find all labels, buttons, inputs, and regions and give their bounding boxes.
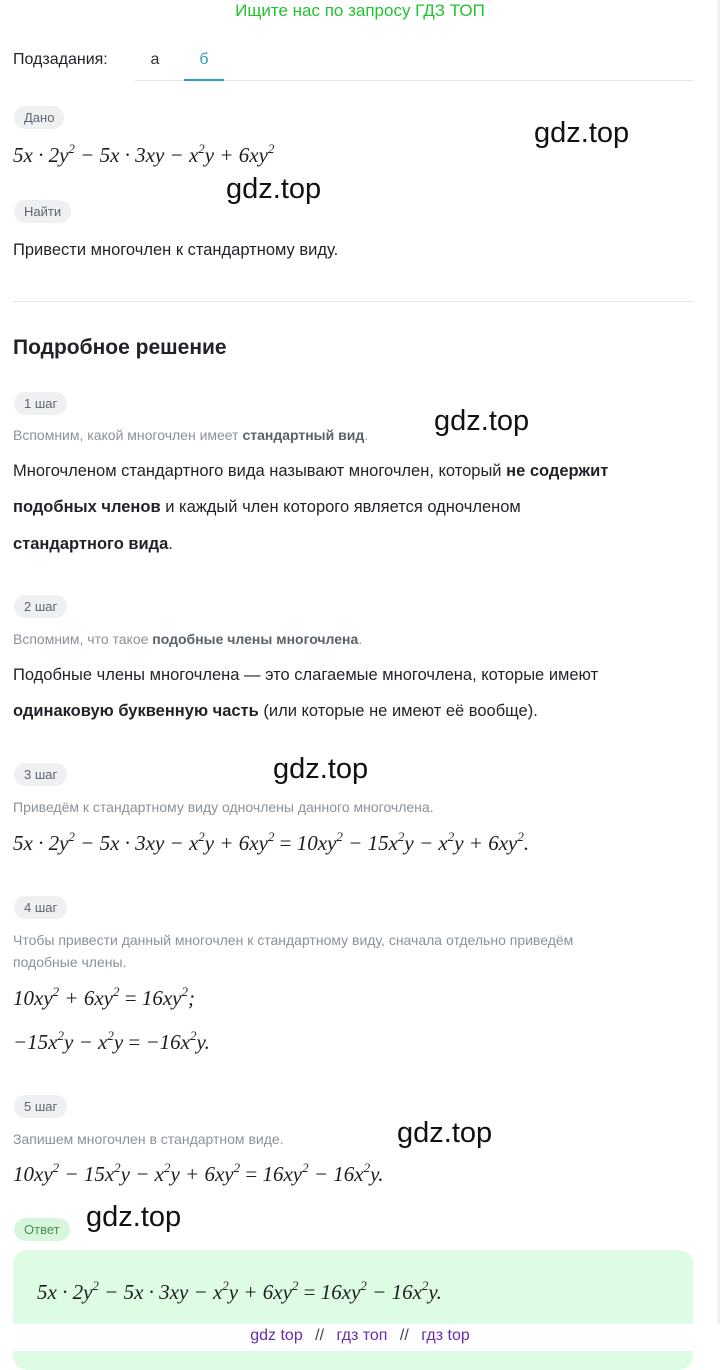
step-3-badge: 3 шаг bbox=[14, 763, 67, 786]
step-1-line-2-bold: подобных членов bbox=[13, 498, 161, 516]
given-expression: $5x \cdot 2y^2 - 5x \cdot 3xy - x^2y + 6xy^2$ bbox=[13, 141, 275, 167]
given-badge: Дано bbox=[14, 106, 64, 129]
footer bbox=[0, 1324, 720, 1351]
step-2-badge-wrap bbox=[14, 595, 67, 618]
step-2-line-2-bold: одинаковую буквенную часть bbox=[13, 702, 259, 720]
find-text: Привести многочлен к стандартному виду. bbox=[13, 241, 339, 259]
footer-link-2[interactable]: гдз топ bbox=[336, 1327, 388, 1344]
step-1-badge: 1 шаг bbox=[14, 392, 67, 415]
find-badge-wrap bbox=[14, 200, 71, 223]
footer-separator-1: // bbox=[315, 1327, 325, 1344]
step-1-line-3 bbox=[13, 526, 173, 563]
step-2-line-2 bbox=[13, 693, 538, 730]
watermark-2: gdz.top bbox=[226, 173, 322, 205]
step-2-badge: 2 шаг bbox=[14, 595, 67, 618]
watermark-6: gdz.top bbox=[86, 1201, 182, 1233]
watermark-1: gdz.top bbox=[534, 117, 630, 149]
step-1-line-1-text: Многочленом стандартного вида называют многочлен, который bbox=[13, 462, 507, 480]
step-2-line-2-text: (или которые не имеют её вообще). bbox=[258, 702, 538, 720]
step-2-hint-text: Вспомним, что такое bbox=[13, 631, 153, 647]
step-4-expression-2: $-15x^2y - x^2y = -16x^2y$. bbox=[13, 1028, 210, 1054]
step-1-line-3-text: . bbox=[168, 535, 173, 553]
step-1-line-3-bold: стандартного вида bbox=[13, 535, 169, 553]
step-4-badge-wrap bbox=[14, 896, 67, 919]
section-divider bbox=[13, 301, 693, 302]
answer-badge: Ответ bbox=[14, 1218, 70, 1241]
step-5-expression: $10xy^2 - 15x^2y - x^2y + 6xy^2 = 16xy^2 - 16x^2y$. bbox=[13, 1160, 384, 1186]
subtasks-label: Подзадания: bbox=[13, 51, 108, 68]
solution-heading: Подробное решение bbox=[13, 336, 227, 359]
step-3-expression: $5x \cdot 2y^2 - 5x \cdot 3xy - x^2y + 6xy^2 = 10xy^2 - 15x^2y - x^2y + 6xy^2$. bbox=[13, 829, 530, 855]
step-5-badge-wrap bbox=[14, 1095, 67, 1118]
step-1-line-1-bold: не содержит bbox=[506, 462, 609, 480]
step-2-hint-bold: подобные члены многочлена bbox=[152, 631, 359, 647]
step-1-hint-end: . bbox=[364, 427, 369, 443]
step-1-hint-bold: стандартный вид bbox=[242, 427, 365, 443]
footer-link-3[interactable]: гдз top bbox=[421, 1327, 470, 1344]
watermark-4: gdz.top bbox=[273, 753, 369, 785]
given-badge-wrap bbox=[14, 106, 64, 129]
active-tab-indicator bbox=[184, 79, 224, 81]
step-5-hint: Запишем многочлен в стандартном виде. bbox=[13, 1131, 284, 1147]
footer-separator-2: // bbox=[399, 1327, 409, 1344]
footer-link-1[interactable]: gdz top bbox=[250, 1327, 303, 1344]
answer-badge-wrap bbox=[14, 1218, 70, 1241]
step-3-badge-wrap bbox=[14, 763, 67, 786]
find-badge: Найти bbox=[14, 200, 71, 223]
step-4-badge: 4 шаг bbox=[14, 896, 67, 919]
step-2-hint-end: . bbox=[358, 631, 363, 647]
answer-box bbox=[13, 1250, 693, 1370]
answer-expression: $5x \cdot 2y^2 - 5x \cdot 3xy - x^2y + 6xy^2 = 16xy^2 - 16x^2y$. bbox=[37, 1278, 442, 1304]
step-4-hint-line-2: подобные члены. bbox=[13, 954, 127, 970]
step-1-badge-wrap bbox=[14, 392, 67, 415]
promo-banner[interactable]: Ищите нас по запросу ГДЗ ТОП bbox=[235, 1, 485, 20]
step-3-hint: Приведём к стандартному виду одночлены данного многочлена. bbox=[13, 799, 434, 815]
step-1-hint bbox=[13, 427, 368, 443]
step-5-badge: 5 шаг bbox=[14, 1095, 67, 1118]
watermark-3: gdz.top bbox=[434, 405, 530, 437]
tab-b[interactable]: б bbox=[199, 51, 209, 68]
step-4-hint-line-1: Чтобы привести данный многочлен к стандартному виду, сначала отдельно приведём bbox=[13, 932, 574, 948]
step-1-hint-text: Вспомним, какой многочлен имеет bbox=[13, 427, 243, 443]
tab-a[interactable]: а bbox=[150, 51, 160, 68]
watermark-5: gdz.top bbox=[397, 1117, 493, 1149]
step-2-line-1: Подобные члены многочлена — это слагаемые многочлена, которые имеют bbox=[13, 666, 599, 684]
step-1-line-1 bbox=[13, 453, 608, 490]
step-1-line-2-text: и каждый член которого является одночленом bbox=[160, 498, 521, 516]
step-2-hint bbox=[13, 631, 362, 647]
step-1-line-2 bbox=[13, 489, 521, 526]
step-4-expression-1: $10xy^2 + 6xy^2 = 16xy^2$; bbox=[13, 984, 195, 1010]
